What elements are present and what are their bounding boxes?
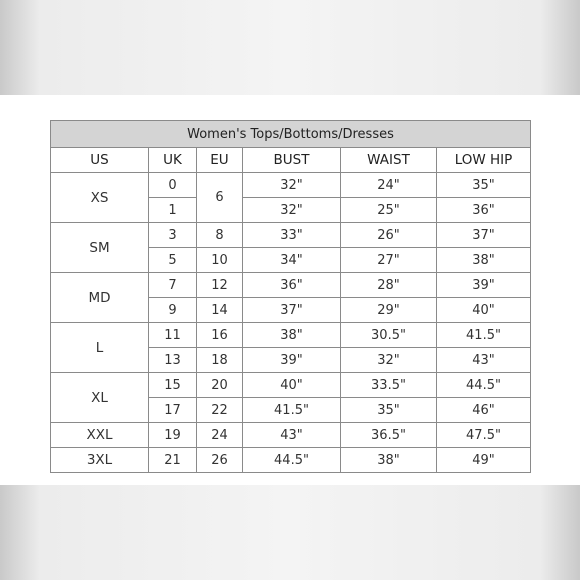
table-title: Women's Tops/Bottoms/Dresses	[51, 121, 531, 148]
eu-size-cell: 16	[197, 323, 243, 348]
uk-size-cell: 21	[149, 448, 197, 473]
table-row	[51, 373, 531, 398]
uk-size-cell: 19	[149, 423, 197, 448]
bust-cell: 41.5"	[243, 398, 341, 423]
low-hip-cell: 46"	[437, 398, 531, 423]
header-us: US	[51, 148, 149, 173]
us-size-cell: XS	[51, 173, 149, 223]
bust-cell: 36"	[243, 273, 341, 298]
us-size-cell: XL	[51, 373, 149, 423]
uk-size-cell: 15	[149, 373, 197, 398]
waist-cell: 33.5"	[341, 373, 437, 398]
bust-cell: 43"	[243, 423, 341, 448]
table-row	[51, 223, 531, 248]
bust-cell: 32"	[243, 173, 341, 198]
waist-cell: 32"	[341, 348, 437, 373]
waist-cell: 35"	[341, 398, 437, 423]
low-hip-cell: 38"	[437, 248, 531, 273]
low-hip-cell: 39"	[437, 273, 531, 298]
low-hip-cell: 41.5"	[437, 323, 531, 348]
eu-size-cell: 12	[197, 273, 243, 298]
uk-size-cell: 13	[149, 348, 197, 373]
header-bust: BUST	[243, 148, 341, 173]
header-uk: UK	[149, 148, 197, 173]
eu-size-cell: 8	[197, 223, 243, 248]
low-hip-cell: 43"	[437, 348, 531, 373]
table-row	[51, 448, 531, 473]
uk-size-cell: 7	[149, 273, 197, 298]
us-size-cell: MD	[51, 273, 149, 323]
table-row	[51, 323, 531, 348]
waist-cell: 24"	[341, 173, 437, 198]
bust-cell: 38"	[243, 323, 341, 348]
uk-size-cell: 5	[149, 248, 197, 273]
waist-cell: 26"	[341, 223, 437, 248]
table-row	[51, 173, 531, 198]
bust-cell: 44.5"	[243, 448, 341, 473]
waist-cell: 29"	[341, 298, 437, 323]
waist-cell: 25"	[341, 198, 437, 223]
low-hip-cell: 49"	[437, 448, 531, 473]
header-eu: EU	[197, 148, 243, 173]
header-low-hip: LOW HIP	[437, 148, 531, 173]
uk-size-cell: 9	[149, 298, 197, 323]
bust-cell: 37"	[243, 298, 341, 323]
eu-size-cell: 18	[197, 348, 243, 373]
table-row	[51, 423, 531, 448]
us-size-cell: SM	[51, 223, 149, 273]
waist-cell: 38"	[341, 448, 437, 473]
eu-size-cell: 24	[197, 423, 243, 448]
low-hip-cell: 44.5"	[437, 373, 531, 398]
bust-cell: 40"	[243, 373, 341, 398]
uk-size-cell: 1	[149, 198, 197, 223]
low-hip-cell: 36"	[437, 198, 531, 223]
uk-size-cell: 11	[149, 323, 197, 348]
waist-cell: 27"	[341, 248, 437, 273]
low-hip-cell: 37"	[437, 223, 531, 248]
bust-cell: 39"	[243, 348, 341, 373]
header-waist: WAIST	[341, 148, 437, 173]
eu-size-cell: 14	[197, 298, 243, 323]
size-chart-table	[50, 120, 531, 473]
low-hip-cell: 47.5"	[437, 423, 531, 448]
waist-cell: 28"	[341, 273, 437, 298]
waist-cell: 30.5"	[341, 323, 437, 348]
table-row	[51, 273, 531, 298]
low-hip-cell: 35"	[437, 173, 531, 198]
low-hip-cell: 40"	[437, 298, 531, 323]
bust-cell: 34"	[243, 248, 341, 273]
waist-cell: 36.5"	[341, 423, 437, 448]
us-size-cell: XXL	[51, 423, 149, 448]
uk-size-cell: 3	[149, 223, 197, 248]
uk-size-cell: 0	[149, 173, 197, 198]
eu-size-cell: 22	[197, 398, 243, 423]
us-size-cell: L	[51, 323, 149, 373]
eu-size-cell: 10	[197, 248, 243, 273]
bust-cell: 32"	[243, 198, 341, 223]
uk-size-cell: 17	[149, 398, 197, 423]
us-size-cell: 3XL	[51, 448, 149, 473]
eu-size-cell: 6	[197, 173, 243, 223]
eu-size-cell: 26	[197, 448, 243, 473]
eu-size-cell: 20	[197, 373, 243, 398]
bust-cell: 33"	[243, 223, 341, 248]
